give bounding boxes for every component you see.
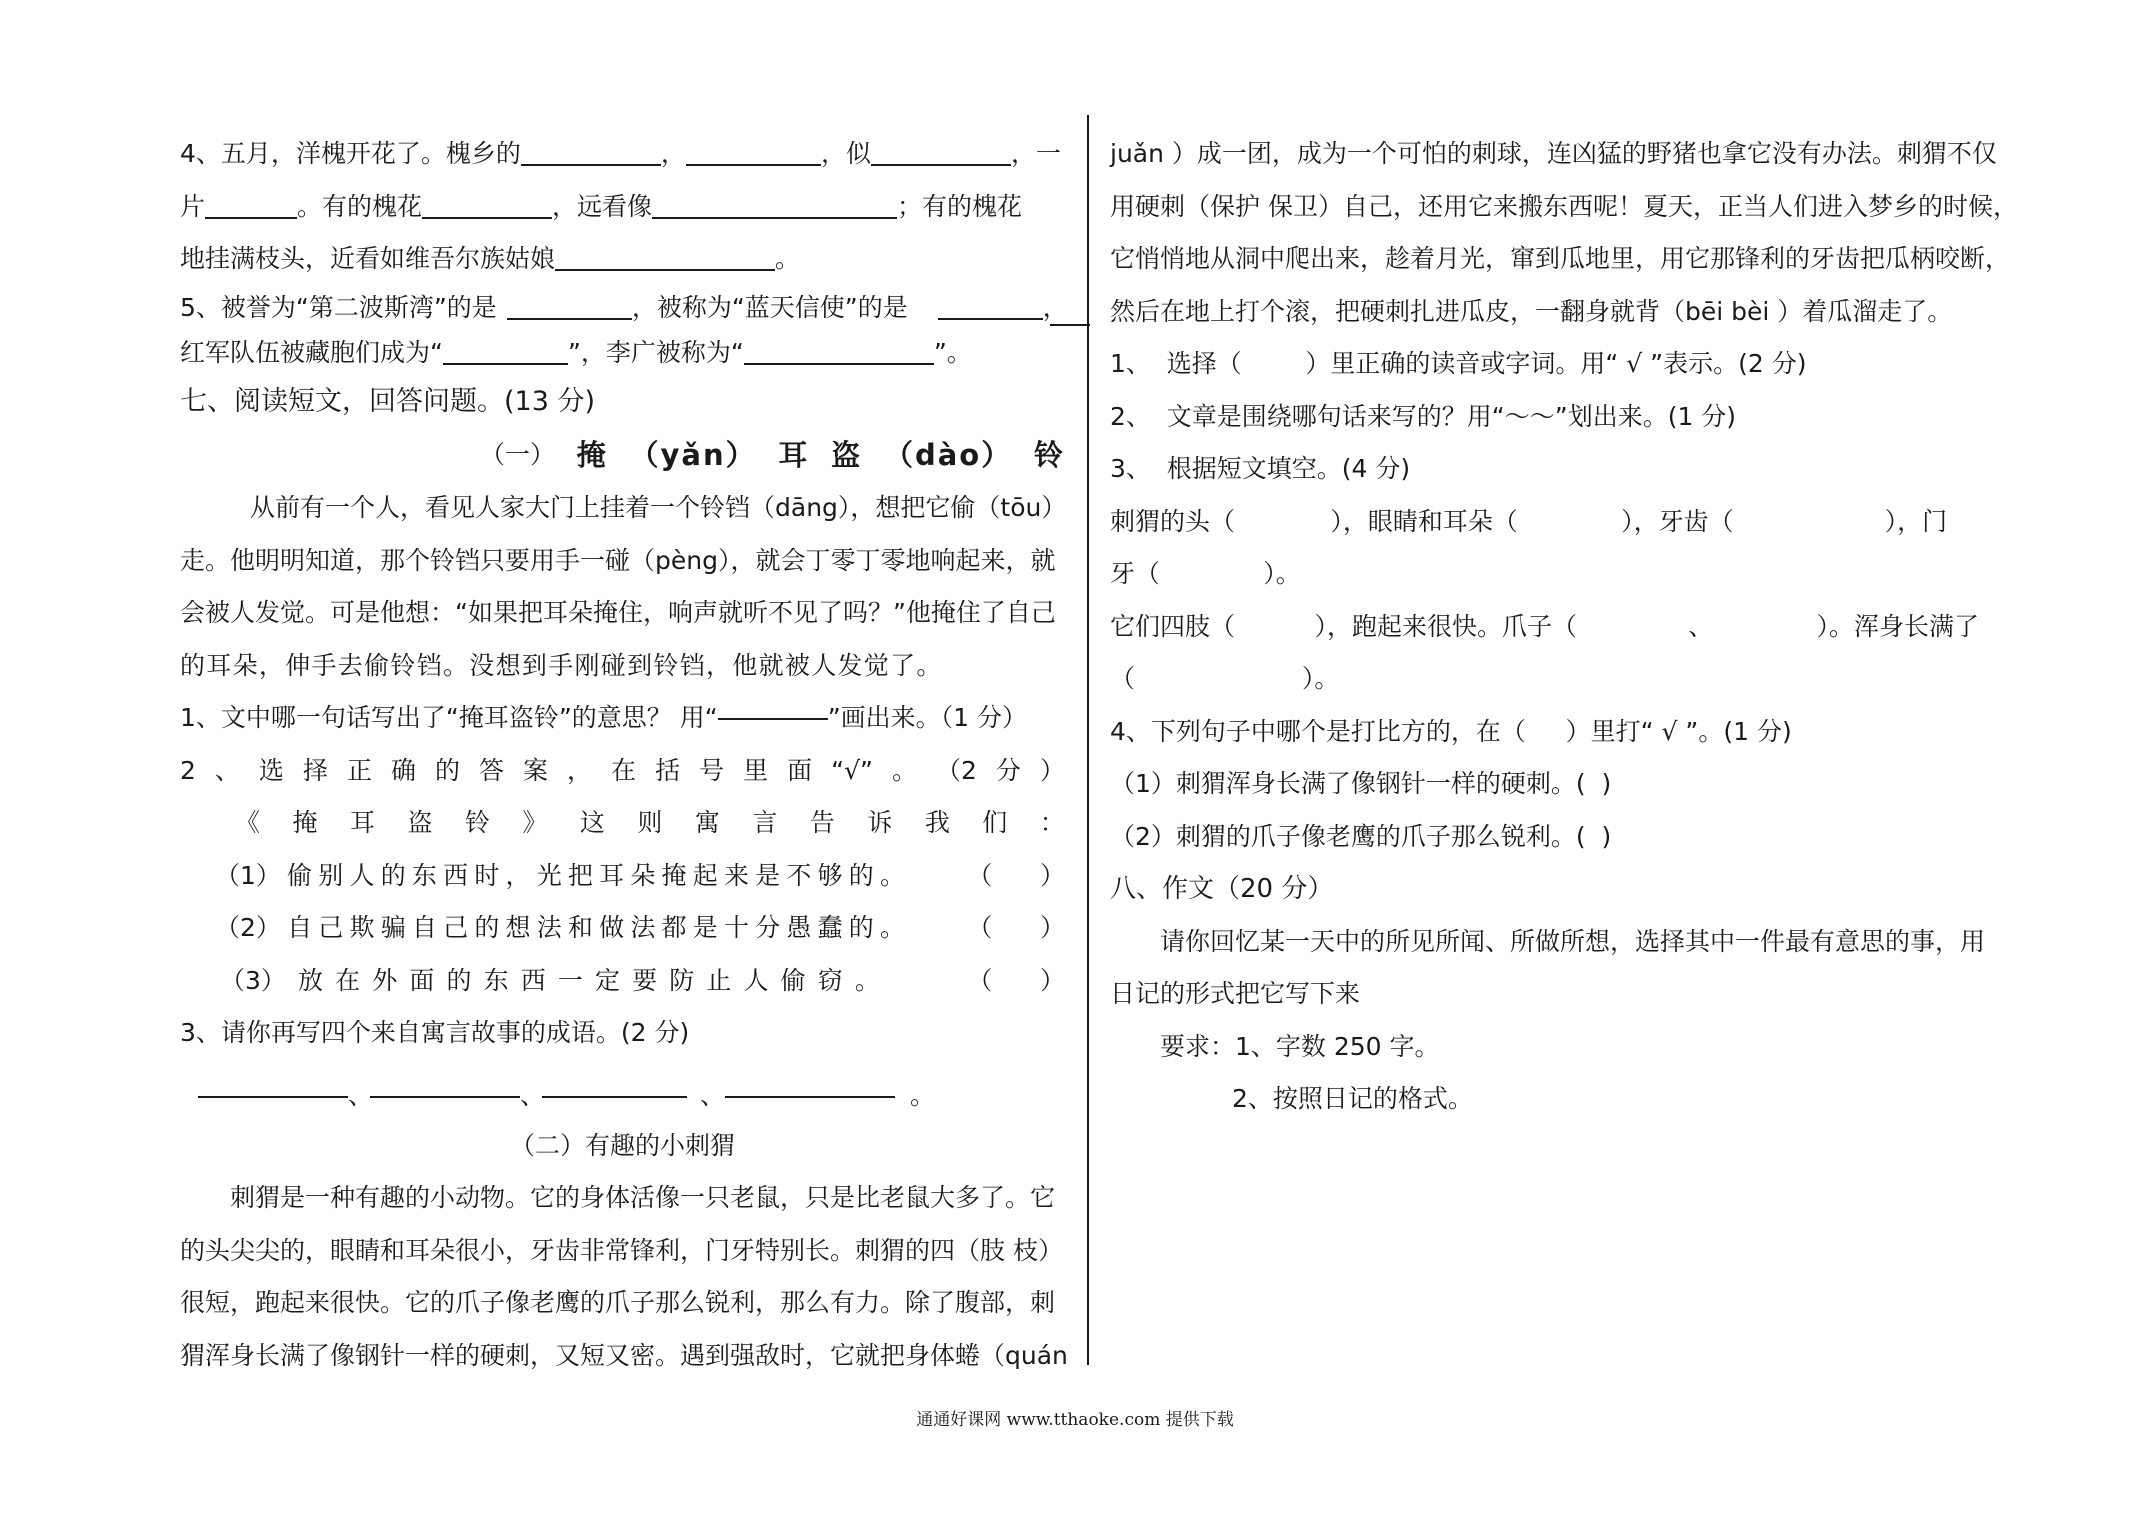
- blank[interactable]: [521, 134, 661, 166]
- story-2-q2: 2、 文章是围绕哪句话来写的？用“～～”划出来。(1 分): [1110, 401, 1737, 431]
- idiom-blanks: 、 、 、 。: [180, 1060, 1065, 1113]
- story-2-para-line: 的头尖尖的，眼睛和耳朵很小，牙齿非常锋利，门牙特别长。刺猬的四（肢 枝）: [180, 1235, 1063, 1265]
- option-2: （2） 自 己 欺 骗 自 己 的 想 法 和 做 法 都 是 十 分 愚 蠢 的 。 （ ）: [180, 902, 1065, 955]
- footer-credit: 通通好课网 www.tthaoke.com 提供下载: [916, 1410, 1234, 1430]
- story-2-para-line: 刺猬是一种有趣的小动物。它的身体活像一只老鼠，只是比老鼠大多了。它: [230, 1183, 1056, 1212]
- q4-line-2: 片 。有的槐花 ，远看像 ；有的槐花: [180, 181, 1065, 234]
- story-1-q2-prompt: 《 掩 耳 盗 铃 》 这 则 寓 言 告 诉 我 们 ：: [235, 808, 1065, 837]
- q4-line-1: 4、五月，洋槐开花了。槐乡的 ， ，似 ，一: [180, 128, 1065, 181]
- story-1-para-line: 从前有一个人，看见人家大门上挂着一个铃铛（dāng），想把它偷（tōu）: [250, 493, 1067, 522]
- story-2-cont-line: 它悄悄地从洞中爬出来，趁着月光，窜到瓜地里，用它那锋利的牙齿把瓜柄咬断，: [1110, 244, 2011, 273]
- story-1-q2: 2 、 选 择 正 确 的 答 案 ， 在 括 号 里 面 “√” 。 （2 分 ）: [180, 755, 1065, 785]
- story-2-cont-line: juǎn ）成一团，成为一个可怕的刺球，连凶猛的野猪也拿它没有办法。刺猬不仅: [1110, 139, 1997, 168]
- blank[interactable]: [725, 1066, 895, 1098]
- option-3: （3） 放 在 外 面 的 东 西 一 定 要 防 止 人 偷 窃 。 （ ）: [180, 955, 1065, 1008]
- q5-line-1: 5、被誉为“第二波斯湾”的是 ，被称为“蓝天信使”的是 ，: [180, 286, 1065, 330]
- story-1-para-line: 会被人发觉。可是他想：“如果把耳朵掩住，响声就听不见了吗？”他掩住了自己: [180, 598, 1056, 627]
- story-2-para-line: 猬浑身长满了像钢针一样的硬刺，又短又密。遇到强敌时，它就把身体蜷（quán: [180, 1340, 1068, 1370]
- section-7-heading: 七、阅读短文，回答问题。(13 分): [180, 385, 596, 417]
- story-2-cont-line: 用硬刺（保护 保卫）自己，还用它来搬东西呢！夏天，正当人们进入梦乡的时候，: [1110, 191, 2018, 221]
- story-1-title: （一） 掩 （yǎn） 耳 盗 （dào） 铃: [480, 438, 1065, 472]
- story-2-q3: 3、 根据短文填空。(4 分): [1110, 454, 1411, 483]
- blank[interactable]: [686, 134, 821, 166]
- fill-line-limbs[interactable]: 它们四肢（ ），跑起来很快。爪子（ 、 ）。浑身长满了: [1110, 611, 1980, 641]
- story-1-para-line: 的耳朵，伸手去偷铃铛。没想到手刚碰到铃铛，他就被人发觉了。: [180, 650, 943, 680]
- blank[interactable]: [555, 239, 775, 271]
- option-1: （1） 偷 别 人 的 东 西 时 ， 光 把 耳 朵 掩 起 来 是 不 够 的 。 （ ）: [180, 850, 1065, 903]
- blank[interactable]: [871, 134, 1011, 166]
- story-2-title: （二）有趣的小刺猬: [509, 1131, 735, 1160]
- left-column: [180, 128, 1068, 1382]
- blank[interactable]: [370, 1066, 520, 1098]
- fill-line-teeth[interactable]: 牙（ ）。: [1110, 559, 1301, 588]
- story-2-q1: 1、 选择（ ）里正确的读音或字词。用“ √ ”表示。(2 分): [1110, 349, 1807, 378]
- blank[interactable]: [422, 187, 552, 219]
- section-8-heading: 八、作文（20 分）: [1110, 874, 1334, 904]
- blank[interactable]: [443, 333, 568, 365]
- essay-prompt-line: 请你回忆某一天中的所见所闻、所做所想，选择其中一件最有意思的事，用: [1160, 926, 1986, 956]
- blank[interactable]: [542, 1066, 687, 1098]
- q4-line-3: 地挂满枝头，近看如维吾尔族姑娘 。: [180, 233, 1065, 286]
- story-1-q1: 1、文中哪一句话写出了“掩耳盗铃”的意思？ 用“ ”画出来。（1 分）: [180, 692, 1065, 745]
- right-column: [1110, 128, 2018, 1126]
- blank[interactable]: [744, 333, 934, 365]
- story-1-q3: 3、请你再写四个来自寓言故事的成语。(2 分): [180, 1018, 690, 1047]
- story-1-para-line: 走。他明明知道，那个铃铛只要用手一碰（pèng），就会丁零丁零地响起来，就: [180, 545, 1056, 575]
- essay-requirement-1: 要求：1、字数 250 字。: [1160, 1031, 1440, 1061]
- answer-paren[interactable]: （ ）: [967, 860, 1065, 890]
- answer-paren[interactable]: （ ）: [967, 965, 1065, 995]
- essay-requirement-2: 2、按照日记的格式。: [1232, 1084, 1473, 1113]
- story-2-para-line: 很短，跑起来很快。它的爪子像老鹰的爪子那么锐利，那么有力。除了腹部，刺: [180, 1288, 1056, 1317]
- blank[interactable]: [198, 1066, 348, 1098]
- answer-paren[interactable]: （ ）: [967, 913, 1065, 942]
- blank[interactable]: [718, 692, 828, 720]
- column-divider: [1087, 115, 1089, 1365]
- q5-line-2: 红军队伍被藏胞们成为“ ”，李广被称为“ ”。: [180, 330, 1065, 376]
- blank[interactable]: [205, 187, 297, 219]
- blank[interactable]: [652, 187, 897, 219]
- fill-line-body[interactable]: （ ）。: [1110, 664, 1340, 693]
- essay-prompt-line: 日记的形式把它写下来: [1110, 979, 1361, 1008]
- story-2-cont-line: 然后在地上打个滚，把硬刺扎进瓜皮，一翻身就背（bēi bèi ）着瓜溜走了。: [1110, 296, 1953, 326]
- blank[interactable]: [507, 288, 632, 320]
- fill-line-head[interactable]: 刺猬的头（ ），眼睛和耳朵（ ），牙齿（ ），门: [1110, 506, 1948, 536]
- story-2-q4: 4、下列句子中哪个是打比方的，在（ ）里打“ √ ”。(1 分): [1110, 716, 1792, 746]
- blank[interactable]: [938, 288, 1043, 320]
- story-2-q4-option-2[interactable]: （2）刺猬的爪子像老鹰的爪子那么锐利。( ): [1110, 821, 1612, 851]
- story-2-q4-option-1[interactable]: （1）刺猬浑身长满了像钢针一样的硬刺。( ): [1110, 769, 1612, 798]
